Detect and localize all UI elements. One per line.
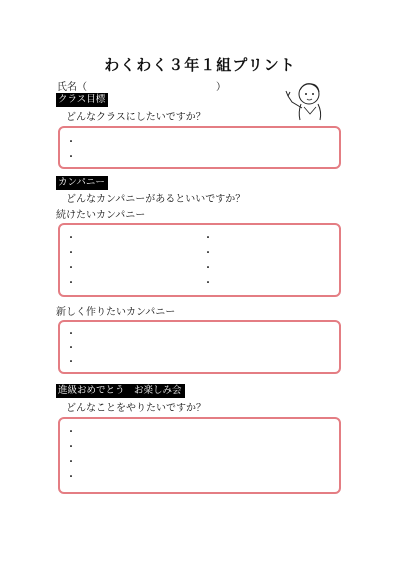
name-label: 氏名（: [57, 82, 87, 93]
list-bullet: ・: [66, 152, 76, 163]
list-bullet: ・: [66, 472, 76, 483]
party-question: どんなことをやりたいですか？: [66, 403, 206, 414]
list-bullet: ・: [66, 357, 76, 368]
list-bullet: ・: [66, 263, 76, 274]
class-goal-question: どんなクラスにしたいですか？: [66, 112, 206, 123]
party-answer-box[interactable]: [58, 417, 341, 494]
list-bullet: ・: [66, 442, 76, 453]
list-bullet: ・: [66, 329, 76, 340]
list-bullet: ・: [66, 233, 76, 244]
section-heading-party: 進級おめでとう お楽しみ会: [56, 384, 185, 398]
list-bullet: ・: [66, 343, 76, 354]
page-title: わくわく３年１組プリント: [104, 56, 296, 74]
section-heading-class-goal: クラス目標: [56, 93, 108, 107]
list-bullet: ・: [66, 248, 76, 259]
continue-company-answer-box[interactable]: [58, 223, 341, 297]
pointing-person-illustration: [282, 78, 330, 122]
list-bullet: ・: [203, 248, 213, 259]
list-bullet: ・: [203, 278, 213, 289]
name-close-paren: ）: [216, 82, 226, 93]
list-bullet: ・: [66, 427, 76, 438]
class-goal-answer-box[interactable]: [58, 126, 341, 169]
continue-company-label: 続けたいカンパニー: [56, 210, 146, 221]
list-bullet: ・: [203, 233, 213, 244]
new-company-answer-box[interactable]: [58, 320, 341, 374]
list-bullet: ・: [203, 263, 213, 274]
section-heading-company: カンパニー: [56, 176, 108, 190]
company-question: どんなカンパニーがあるといいですか？: [66, 194, 246, 205]
list-bullet: ・: [66, 278, 76, 289]
new-company-label: 新しく作りたいカンパニー: [56, 307, 176, 318]
list-bullet: ・: [66, 457, 76, 468]
list-bullet: ・: [66, 137, 76, 148]
